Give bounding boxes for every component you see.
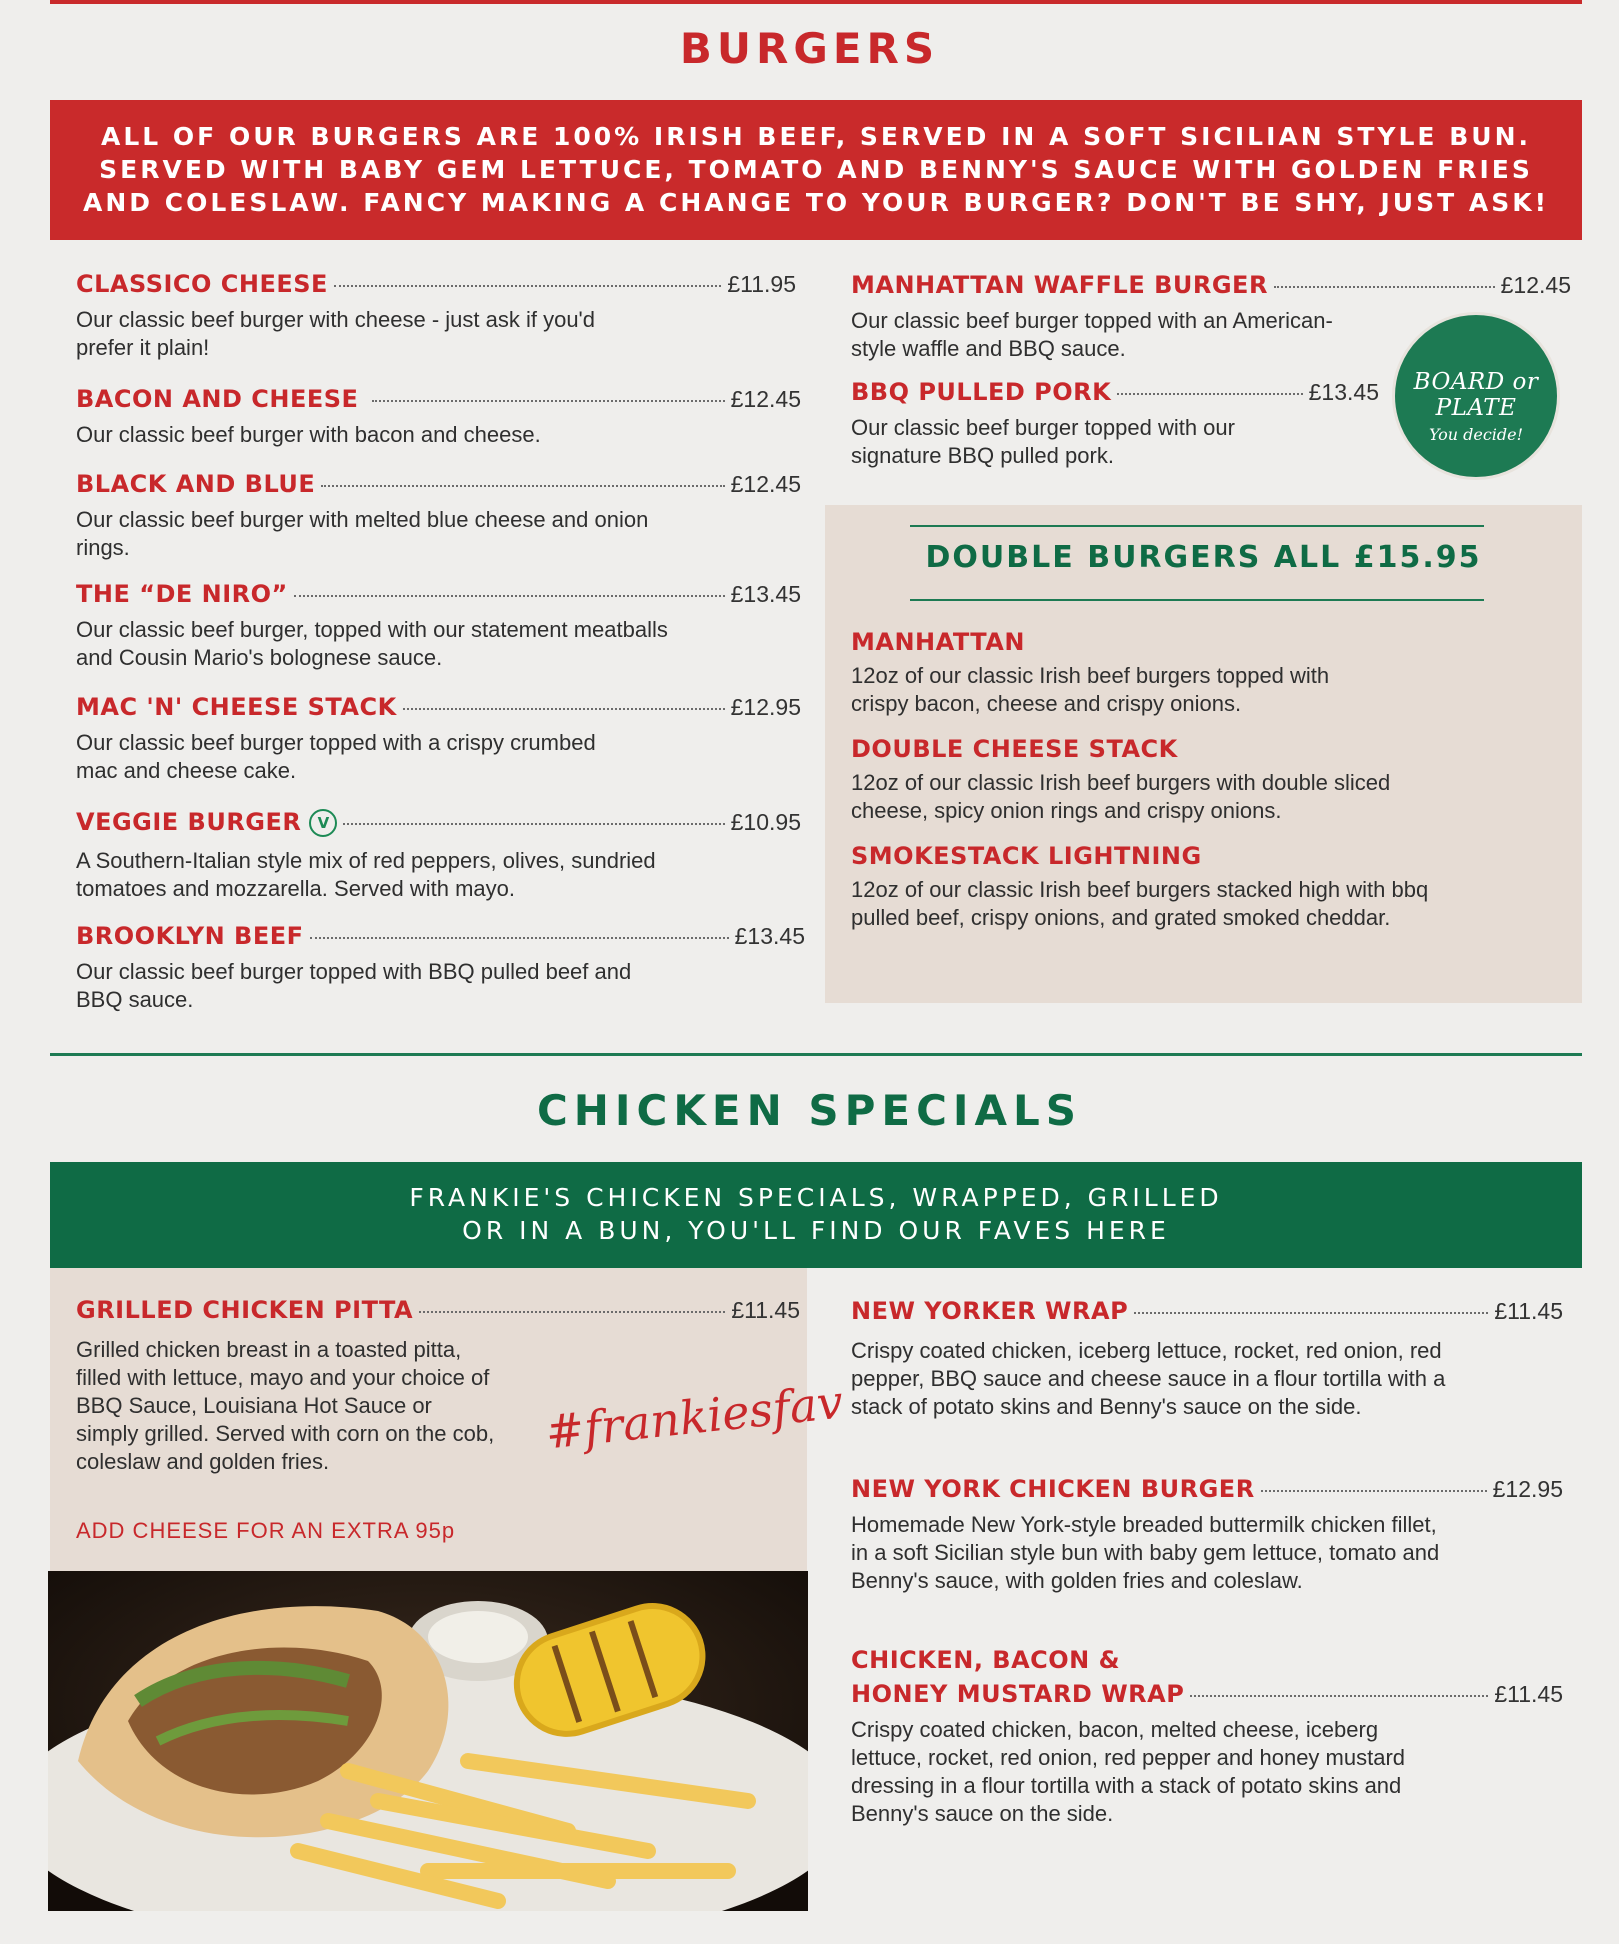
item-price: £10.95 [730, 809, 801, 835]
item-desc: Our classic beef burger topped with a crispy crumbed mac and cheese cake. [76, 730, 596, 783]
item-desc: Our classic beef burger topped with our signature BBQ pulled pork. [851, 415, 1235, 468]
item-name: MANHATTAN WAFFLE BURGER [851, 271, 1268, 299]
item-name: DOUBLE CHEESE STACK [851, 735, 1178, 763]
menu-item-bbq-pulled-pork [851, 378, 1379, 470]
item-name: GRILLED CHICKEN PITTA [76, 1296, 414, 1324]
menu-item-mac-n-cheese-stack [76, 693, 801, 785]
menu-item-double-cheese-stack [851, 735, 1551, 825]
item-desc: 12oz of our classic Irish beef burgers topped with crispy bacon, cheese and crispy onions. [851, 663, 1330, 716]
burgers-banner [50, 100, 1582, 240]
item-name: NEW YORKER WRAP [851, 1297, 1129, 1325]
menu-item-grilled-chicken-pitta [76, 1296, 800, 1476]
item-desc: Our classic beef burger topped with an American-style waffle and BBQ sauce. [851, 308, 1333, 361]
chicken-specials-title: CHICKEN SPECIALS [536, 1086, 1083, 1135]
menu-item-veggie-burger [76, 808, 801, 903]
menu-item-brooklyn-beef [76, 922, 805, 1014]
menu-item-bacon-and-cheese [76, 385, 801, 449]
item-desc: Homemade New York-style breaded buttermilk chicken fillet, in a soft Sicilian style bun with baby gem lettuce, tomato and Benny's sauce, with golden fries and coleslaw. [851, 1512, 1440, 1593]
vegetarian-icon: V [309, 809, 337, 837]
item-price: £11.45 [731, 1297, 800, 1323]
top-rule [50, 0, 1582, 4]
item-price: £13.45 [1308, 379, 1379, 405]
item-name: THE “DE NIRO” [76, 580, 288, 608]
menu-item-new-york-chicken-burger [851, 1475, 1563, 1595]
item-name: CLASSICO CHEESE [76, 270, 328, 298]
banner-line: SERVED WITH BABY GEM LETTUCE, TOMATO AND BENNY'S SAUCE WITH GOLDEN FRIES [99, 155, 1533, 184]
item-name: BBQ PULLED PORK [851, 378, 1112, 406]
item-price: £11.45 [1494, 1681, 1563, 1707]
item-name: SMOKESTACK LIGHTNING [851, 842, 1202, 870]
menu-item-new-yorker-wrap [851, 1297, 1563, 1421]
item-price: £12.95 [1492, 1476, 1563, 1502]
menu-item-black-and-blue [76, 470, 801, 562]
item-name: VEGGIE BURGER [76, 808, 302, 836]
double-burgers-title: DOUBLE BURGERS ALL £15.95 [925, 540, 1482, 575]
badge-sub-text: You decide! [1428, 425, 1524, 444]
badge-main-text: BOARD or PLATE [1413, 369, 1539, 421]
menu-item-manhattan [851, 628, 1551, 718]
add-cheese-note: ADD CHEESE FOR AN EXTRA 95p [76, 1518, 456, 1543]
item-name: NEW YORK CHICKEN BURGER [851, 1475, 1255, 1503]
double-rule-top [910, 525, 1484, 527]
menu-item-classico-cheese [76, 270, 796, 362]
item-price: £13.45 [730, 581, 801, 607]
chicken-pitta-photo [48, 1571, 808, 1911]
item-price: £11.95 [727, 271, 796, 297]
item-price: £12.95 [730, 694, 801, 720]
item-name: BLACK AND BLUE [76, 470, 316, 498]
frankiesfav-hashtag: #frankiesfav [542, 1374, 846, 1460]
item-desc: Our classic beef burger, topped with our statement meatballs and Cousin Mario's bolognese sauce. [76, 617, 668, 670]
item-name: BROOKLYN BEEF [76, 922, 304, 950]
menu-item-smokestack-lightning [851, 842, 1551, 932]
banner-line: OR IN A BUN, YOU'LL FIND OUR FAVES HERE [462, 1216, 1170, 1245]
item-price: £12.45 [1500, 272, 1571, 298]
item-price: £12.45 [730, 386, 801, 412]
item-price: £12.45 [730, 471, 801, 497]
banner-line: ALL OF OUR BURGERS ARE 100% IRISH BEEF, SERVED IN A SOFT SICILIAN STYLE BUN. [101, 122, 1531, 151]
item-price: £11.45 [1494, 1298, 1563, 1324]
item-desc: 12oz of our classic Irish beef burgers with double sliced cheese, spicy onion rings and crispy onions. [851, 770, 1391, 823]
item-price: £13.45 [734, 923, 805, 949]
item-desc: Grilled chicken breast in a toasted pitta, filled with lettuce, mayo and your choice of BBQ Sauce, Louisiana Hot Sauce or simply grilled. Served with corn on the cob, coleslaw and golden fries. [76, 1337, 495, 1474]
item-desc: Our classic beef burger with cheese - just ask if you'd prefer it plain! [76, 307, 595, 360]
banner-line: FRANKIE'S CHICKEN SPECIALS, WRAPPED, GRILLED [409, 1183, 1223, 1212]
item-name: BACON AND CHEESE [76, 385, 359, 413]
menu-item-de-niro [76, 580, 801, 672]
item-desc: Crispy coated chicken, iceberg lettuce, rocket, red onion, red pepper, BBQ sauce and cheese sauce in a flour tortilla with a stack of potato skins and Benny's sauce on the side. [851, 1338, 1446, 1419]
double-rule-bottom [910, 599, 1484, 601]
food-photo-illustration [48, 1571, 808, 1911]
banner-line: AND COLESLAW. FANCY MAKING A CHANGE TO YOUR BURGER? DON'T BE SHY, JUST ASK! [83, 188, 1549, 217]
burgers-title: BURGERS [679, 24, 940, 73]
item-desc: Our classic beef burger with bacon and cheese. [76, 422, 541, 447]
item-desc: A Southern-Italian style mix of red peppers, olives, sundried tomatoes and mozzarella. Served with mayo. [76, 848, 656, 901]
item-desc: Our classic beef burger topped with BBQ pulled beef and BBQ sauce. [76, 959, 632, 1012]
chicken-banner [50, 1162, 1582, 1268]
item-name: HONEY MUSTARD WRAP [851, 1680, 1185, 1708]
item-desc: 12oz of our classic Irish beef burgers stacked high with bbq pulled beef, crispy onions, and grated smoked cheddar. [851, 877, 1429, 930]
board-or-plate-badge [1392, 312, 1560, 480]
item-desc: Our classic beef burger with melted blue cheese and onion rings. [76, 507, 649, 560]
menu-item-chicken-bacon-honey-mustard-wrap [851, 1646, 1563, 1828]
section-divider [50, 1053, 1582, 1056]
item-name: MANHATTAN [851, 628, 1025, 656]
item-name: MAC 'N' CHEESE STACK [76, 693, 397, 721]
item-name-line1: CHICKEN, BACON & [851, 1646, 1121, 1674]
item-desc: Crispy coated chicken, bacon, melted cheese, iceberg lettuce, rocket, red onion, red pepper and honey mustard dressing in a flour tortilla with a stack of potato skins and Benny's sauce on the side. [851, 1717, 1406, 1826]
